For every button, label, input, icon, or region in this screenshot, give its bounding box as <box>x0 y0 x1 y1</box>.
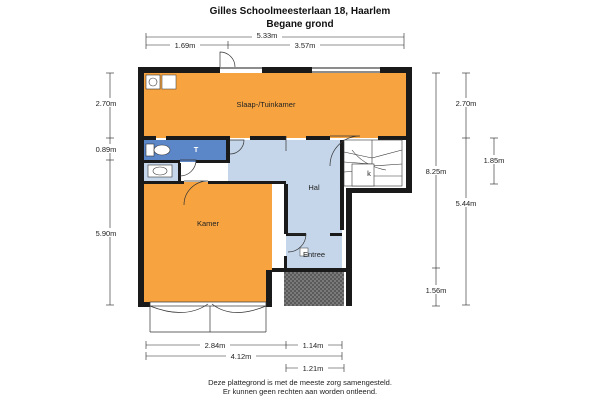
room-label-entree: Entree <box>302 250 326 259</box>
washbasin-fixture <box>148 165 172 177</box>
dim-right-inner-small: 1.85m <box>483 156 505 165</box>
plan-title: Gilles Schoolmeesterlaan 18, Haarlem <box>209 6 391 17</box>
dim-top-left: 1.69m <box>174 41 196 50</box>
dim-bottom-left: 2.84m <box>204 341 226 350</box>
wardrobe-slaap <box>162 75 176 89</box>
dim-bottom-extra: 1.21m <box>302 364 324 373</box>
dim-left-top: 2.70m <box>95 99 117 108</box>
disclaimer-line-1: Deze plattegrond is met de meeste zorg samengesteld. <box>208 378 392 387</box>
garden-doors <box>150 302 266 332</box>
floor-label: Begane grond <box>266 19 334 30</box>
dim-right-inner-bottom: 5.44m <box>455 199 477 208</box>
room-label-kast: k <box>367 169 371 178</box>
dim-right-stoep: 1.56m <box>425 286 447 295</box>
stoep-tiles <box>284 272 344 306</box>
room-label-toilet: T <box>193 145 199 154</box>
room-label-slaap: Slaap-/Tuinkamer <box>236 100 296 109</box>
dim-left-bottom: 5.90m <box>95 229 117 238</box>
hal-floor <box>228 140 288 182</box>
kamer-floor <box>144 182 272 302</box>
dim-bottom-right: 1.14m <box>302 341 324 350</box>
dim-bottom-total: 4.12m <box>230 352 252 361</box>
room-label-kamer: Kamer <box>196 219 220 228</box>
toilet-fixture <box>146 144 170 156</box>
disclaimer-line-2: Er kunnen geen rechten aan worden ontleend. <box>222 387 378 396</box>
dim-right-inner-top: 2.70m <box>455 99 477 108</box>
dim-left-mid: 0.89m <box>95 145 117 154</box>
dim-right-total: 8.25m <box>425 167 447 176</box>
sink-slaap <box>146 75 160 89</box>
room-label-hal: Hal <box>308 183 320 192</box>
dim-top-total: 5.33m <box>256 31 278 40</box>
dim-top-right: 3.57m <box>294 41 316 50</box>
